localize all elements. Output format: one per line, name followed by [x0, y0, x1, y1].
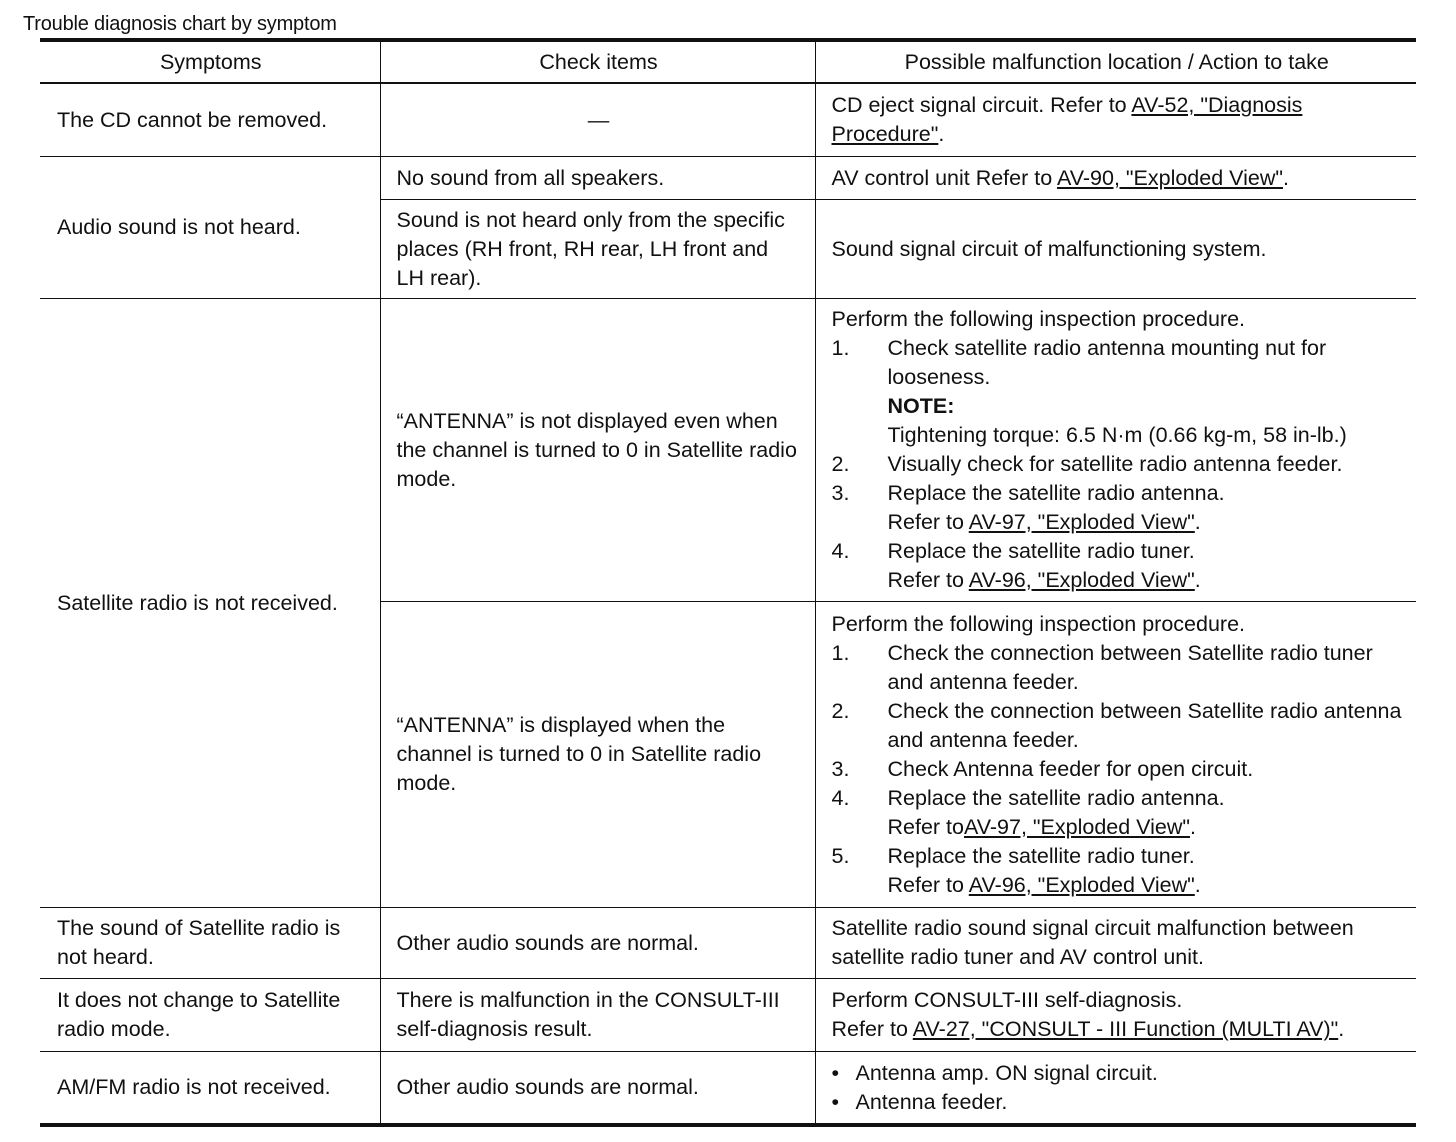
step-text: Check the connection between Satellite radio antenna and antenna feeder.	[887, 698, 1402, 752]
symptom-cell: The sound of Satellite radio is not heard.	[40, 908, 380, 979]
symptom-cell: Satellite radio is not received.	[40, 299, 380, 908]
table-row	[40, 299, 1416, 602]
step-text: Check Antenna feeder for open circuit.	[887, 756, 1254, 781]
symptom-cell: AM/FM radio is not received.	[40, 1052, 380, 1126]
header-check-items: Check items	[380, 40, 815, 83]
procedure-step	[832, 450, 1403, 479]
ref-end: .	[1190, 814, 1196, 839]
ref-link[interactable]: AV-27, "CONSULT - III Function (MULTI AV)"	[912, 1017, 1339, 1041]
step-text: Replace the satellite radio antenna.	[887, 785, 1225, 810]
ref-text: Refer to	[831, 1017, 913, 1041]
procedure-intro: Perform the following inspection procedure.	[831, 611, 1245, 636]
action-cell: Satellite radio sound signal circuit malfunction between satellite radio tuner and AV control unit.	[815, 908, 1416, 979]
step-text: Check the connection between Satellite radio tuner and antenna feeder.	[887, 640, 1373, 694]
trouble-diagnosis-table	[40, 38, 1416, 1127]
action-cell	[815, 157, 1416, 200]
step-number: 3.	[831, 756, 850, 781]
step-number: 2.	[831, 698, 850, 723]
ref-end: .	[1194, 510, 1201, 534]
ref-text: Refer to	[887, 510, 969, 534]
step-body	[888, 334, 1403, 450]
step-text: Replace the satellite radio antenna.	[887, 481, 1225, 505]
ref-text: Refer to	[887, 568, 969, 592]
ref-end: .	[1338, 1017, 1345, 1041]
procedure-step	[832, 784, 1403, 842]
table-row	[40, 83, 1416, 157]
action-ref-line	[832, 1015, 1403, 1044]
step-body	[888, 479, 1403, 537]
step-number: 4.	[831, 785, 850, 810]
procedure-step	[832, 334, 1403, 450]
table-row	[40, 1052, 1416, 1126]
step-text: Visually check for satellite radio antenna feeder.	[887, 452, 1343, 476]
symptom-cell: Audio sound is not heard.	[40, 157, 380, 299]
procedure-step	[832, 537, 1403, 595]
procedure-step	[832, 639, 1403, 697]
action-end: .	[1283, 165, 1289, 190]
step-number: 1.	[831, 336, 850, 360]
check-cell: Sound is not heard only from the specific places (RH front, RH rear, LH front and LH rear).	[380, 200, 815, 299]
step-text: Replace the satellite radio tuner.	[887, 843, 1195, 868]
note-label: NOTE:	[887, 394, 955, 418]
bullet-icon: •	[831, 1089, 840, 1114]
action-text: CD eject signal circuit. Refer to	[831, 93, 1132, 117]
action-text: AV control unit Refer to	[831, 165, 1057, 190]
procedure-step	[832, 479, 1403, 537]
symptom-cell: It does not change to Satellite radio mode.	[40, 979, 380, 1052]
procedure-step	[832, 842, 1403, 900]
check-cell: “ANTENNA” is not displayed even when the channel is turned to 0 in Satellite radio mode.	[380, 299, 815, 602]
step-number: 5.	[831, 843, 850, 868]
step-text: Replace the satellite radio tuner.	[887, 539, 1195, 563]
header-symptoms: Symptoms	[40, 40, 380, 83]
table-row	[40, 908, 1416, 979]
bullet-text: Antenna feeder.	[855, 1089, 1008, 1114]
table-row	[40, 157, 1416, 200]
ref-end: .	[1194, 568, 1201, 592]
step-number: 4.	[831, 539, 850, 563]
check-cell: There is malfunction in the CONSULT-III self-diagnosis result.	[380, 979, 815, 1052]
header-action: Possible malfunction location / Action to take	[815, 40, 1416, 83]
bullet-item	[832, 1088, 1403, 1117]
ref-link[interactable]: AV-97, "Exploded View"	[968, 510, 1195, 534]
bullet-item	[832, 1059, 1403, 1088]
step-text: Check satellite radio antenna mounting nut for looseness.	[887, 336, 1327, 389]
note-text: Tightening torque: 6.5 N·m (0.66 kg-m, 58 in-lb.)	[887, 423, 1347, 447]
step-number: 1.	[831, 640, 850, 665]
step-number: 2.	[831, 452, 850, 476]
action-cell	[815, 299, 1416, 602]
symptom-cell: The CD cannot be removed.	[40, 83, 380, 157]
step-body	[888, 537, 1403, 595]
action-cell	[815, 979, 1416, 1052]
step-number: 3.	[831, 481, 850, 505]
check-cell: “ANTENNA” is displayed when the channel is turned to 0 in Satellite radio mode.	[380, 602, 815, 908]
ref-link[interactable]: AV-97, "Exploded View"	[963, 814, 1191, 839]
action-end: .	[938, 122, 945, 146]
ref-end: .	[1194, 872, 1201, 897]
procedure-intro: Perform the following inspection procedure.	[831, 307, 1245, 331]
ref-link[interactable]: AV-96, "Exploded View"	[968, 568, 1195, 592]
table-header-row	[40, 40, 1416, 83]
ref-link[interactable]: AV-96, "Exploded View"	[968, 872, 1195, 897]
step-body	[888, 784, 1403, 842]
action-text: Perform CONSULT-III self-diagnosis.	[831, 988, 1183, 1012]
action-cell	[815, 1052, 1416, 1126]
action-cell	[815, 602, 1416, 908]
ref-text: Refer to	[887, 872, 969, 897]
ref-text: Refer to	[887, 814, 964, 839]
chart-caption: Trouble diagnosis chart by symptom	[23, 13, 337, 35]
ref-link[interactable]: AV-52, "Diagnosis Procedure"	[831, 93, 1303, 146]
action-cell: Sound signal circuit of malfunctioning system.	[815, 200, 1416, 299]
ref-link[interactable]: AV-90, "Exploded View"	[1056, 165, 1283, 190]
procedure-step	[832, 755, 1403, 784]
check-cell: Other audio sounds are normal.	[380, 1052, 815, 1126]
bullet-icon: •	[831, 1060, 840, 1085]
step-body	[888, 842, 1403, 900]
table-row	[40, 979, 1416, 1052]
bullet-text: Antenna amp. ON signal circuit.	[855, 1060, 1158, 1085]
check-cell: —	[380, 83, 815, 157]
procedure-step	[832, 697, 1403, 755]
action-cell	[815, 83, 1416, 157]
check-cell: Other audio sounds are normal.	[380, 908, 815, 979]
check-cell: No sound from all speakers.	[380, 157, 815, 200]
